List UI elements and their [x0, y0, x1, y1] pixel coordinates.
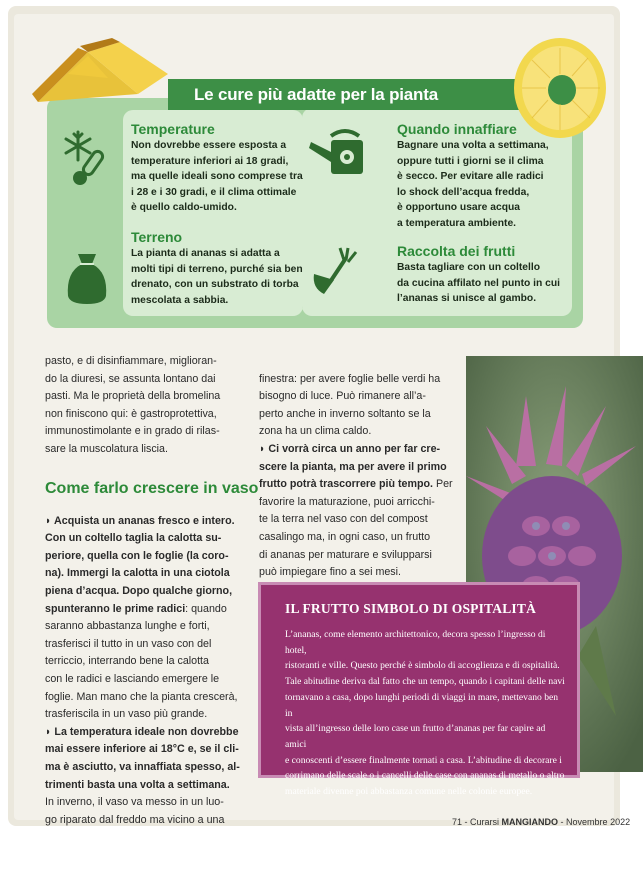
- care-text-harvest: Basta tagliare con un coltello da cucina affilato nel punto in cui l’ananas si unisce al gambo.: [397, 262, 561, 305]
- snowflake-thermometer-icon: [58, 128, 114, 193]
- grow-col2-text-1: finestra: per avere foglie belle verdi ha bisogno di luce. Può rimanere all’a- perto anche in inverno soltanto se la zona ha un clima caldo.: [259, 372, 441, 438]
- care-title-watering: Quando innaffiare: [397, 121, 517, 137]
- pineapple-ring-image: [510, 36, 610, 151]
- hospitality-title: IL FRUTTO SIMBOLO DI OSPITALITÀ: [285, 601, 537, 616]
- grow-col1-text-1: : quando saranno abbastanza lunghe e forti, trasferisci il tutto in un vaso con del terriccio, interrando bene la calotta con le radici e lasciando emergere le foglie. Man mano che la pianta crescerà, trasferiscila in un vaso più grande.: [45, 602, 238, 721]
- page-footer: 71 - Curarsi MANGIANDO - Novembre 2022: [452, 817, 631, 827]
- care-text-temperature: Non dovrebbe essere esposta a temperature inferiori ai 18 gradi, ma quelle ideali sono comprese tra i 28 e i 30 gradi, e il clima ottimale è quello caldo-umido.: [131, 140, 303, 214]
- grow-col1-text-2: In inverno, il vaso va messo in un luo- go riparato dal freddo ma vicino a una: [45, 796, 225, 826]
- grow-column-1: [45, 495, 250, 829]
- footer-page-number: 71: [452, 817, 463, 827]
- grow-col1-bold-1: ◗ Acquista un ananas fresco e intero. Con un coltello taglia la calotta su- periore, quella con le foglie (la coro- na). Immergi la calotta in una ciotola piena d’acqua. Dopo qualche giorno, spunteranno le prime radici: [45, 514, 235, 615]
- pineapple-slice-image: [28, 34, 178, 119]
- care-text-watering: Bagnare una volta a settimana, oppure tutti i giorni se il clima è secco. Per evitare alle radici lo shock dell’acqua fredda, è opportuno usare acqua a temperatura ambiente.: [397, 140, 549, 229]
- soil-bag-icon: [64, 250, 110, 311]
- grow-col1-bold-2: ◗ La temperatura ideale non dovrebbe mai essere inferiore ai 18°C e, se il cli- ma è asciutto, va innaffiata spesso, al- trimenti basta una volta a settimana.: [45, 725, 240, 791]
- hospitality-text: L’ananas, come elemento architettonico, decora spesso l’ingresso di hotel, ristoranti e ville. Questo perché è simbolo di accoglienza e di ospitalità. Tale abitudine deriva dal fatto che un tempo, quando i capitani delle navi tornavano a casa, dopo lunghi periodi di viaggi in mare, mettevano ben in vista all’ingresso delle loro case un frutto d’ananas per far capire ad amici e conoscenti d’essere finalmente tornati a casa. L’abitudine di decorare i corrimano delle scale o i cancelli delle case con ananas di metallo o altro materiale divenne poi abbastanza comune nelle colonie europee.: [285, 629, 565, 798]
- care-text-soil: La pianta di ananas si adatta a molti tipi di terreno, purché sia ben drenato, con un substrato di torba mescolata a sabbia.: [131, 248, 303, 306]
- grow-section-title: Come farlo crescere in vaso: [45, 480, 259, 497]
- footer-brand: MANGIANDO: [501, 817, 559, 827]
- intro-paragraph: pasto, e di disinfiammare, miglioran- do la diuresi, se assunta lontano dai pasti. Ma le proprietà della bromelina non finiscono qui: è gastroprotettiva, immunostimolante e in grado di rilas- sare la muscolatura liscia.: [45, 355, 221, 455]
- footer-magazine: Curarsi: [470, 817, 500, 827]
- garden-tools-icon: [310, 244, 358, 305]
- grow-col2-bold-2: ◗ Ci vorrà circa un anno per far cre- scere la pianta, ma per avere il primo frutto potrà trascorrere più tempo.: [259, 442, 447, 491]
- hospitality-box: [258, 582, 580, 798]
- footer-date: Novembre 2022: [566, 817, 631, 827]
- care-title-harvest: Raccolta dei frutti: [397, 243, 516, 259]
- care-box-header: Le cure più adatte per la pianta: [168, 79, 576, 110]
- grow-col2-text-2: Per favorire la maturazione, puoi arricchi- te la terra nel vaso con del compost casalingo ma, in ogni caso, un frutto di ananas per maturare e svilupparsi può impiegare fino a sei mesi.: [259, 478, 453, 579]
- care-title-temperature: Temperature: [131, 121, 215, 137]
- watering-can-icon: [305, 126, 371, 185]
- grow-column-2: [259, 353, 464, 582]
- care-title-soil: Terreno: [131, 229, 183, 245]
